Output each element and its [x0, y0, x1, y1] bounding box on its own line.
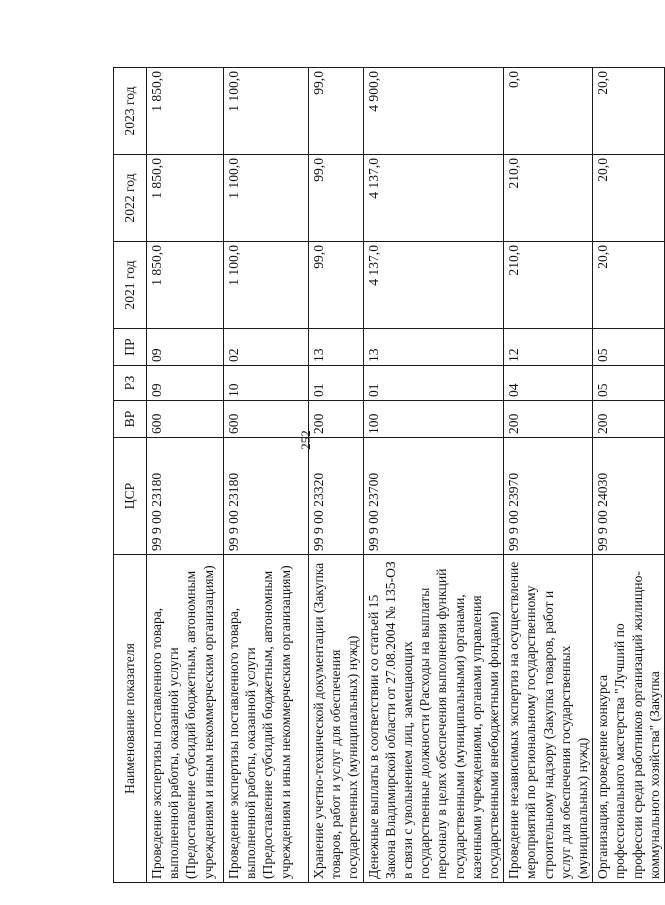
row-csr: 99 9 00 23180	[147, 438, 224, 555]
row-2023: 0,0	[504, 68, 593, 155]
row-2022: 4 137,0	[363, 155, 504, 242]
row-2021: 20,0	[593, 242, 665, 329]
header-csr: ЦСР	[114, 438, 147, 555]
row-rz: 09	[147, 366, 224, 401]
row-name: Проведение экспертизы поставленного товара, выполненной работы, оказанной услуги (Предоставление субсидий бюджетным, автономным учреждениям и иным некоммерческим организациям)	[147, 555, 224, 883]
table-row	[593, 68, 665, 883]
row-csr: 99 9 00 23180	[224, 438, 309, 555]
row-2023: 20,0	[593, 68, 665, 155]
row-csr: 99 9 00 24030	[593, 438, 665, 555]
row-pr: 02	[224, 329, 309, 366]
row-csr: 99 9 00 23320	[309, 438, 364, 555]
header-2023: 2023 год	[114, 68, 147, 155]
row-2023: 1 850,0	[147, 68, 224, 155]
header-2022: 2022 год	[114, 155, 147, 242]
row-name: Хранение учетно-технической документации (Закупка товаров, работ и услуг для обеспечения государственных (муниципальных) нужд)	[309, 555, 364, 883]
row-vr: 600	[147, 401, 224, 438]
row-2022: 210,0	[504, 155, 593, 242]
row-rz: 01	[309, 366, 364, 401]
row-2021: 210,0	[504, 242, 593, 329]
row-2022: 99,0	[309, 155, 364, 242]
row-pr: 13	[363, 329, 504, 366]
row-pr: 09	[147, 329, 224, 366]
row-2023: 99,0	[309, 68, 364, 155]
rotated-page-content	[113, 68, 662, 883]
page-number: 252	[298, 430, 313, 450]
row-rz: 05	[593, 366, 665, 401]
table-row	[147, 68, 224, 883]
header-vr: ВР	[114, 401, 147, 438]
row-2023: 4 900,0	[363, 68, 504, 155]
row-name: Организация, проведение конкурса профессионального мастерства "Лучший по профессии среди работников организаций жилищно-коммунального хозяйства" (Закупка	[593, 555, 665, 883]
header-pr: ПР	[114, 329, 147, 366]
row-pr: 13	[309, 329, 364, 366]
row-2021: 1 850,0	[147, 242, 224, 329]
row-2022: 1 850,0	[147, 155, 224, 242]
row-pr: 05	[593, 329, 665, 366]
row-rz: 10	[224, 366, 309, 401]
row-rz: 04	[504, 366, 593, 401]
header-2021: 2021 год	[114, 242, 147, 329]
table-row	[363, 68, 504, 883]
table-row	[309, 68, 364, 883]
header-rz: РЗ	[114, 366, 147, 401]
row-2021: 4 137,0	[363, 242, 504, 329]
row-pr: 12	[504, 329, 593, 366]
row-2023: 1 100,0	[224, 68, 309, 155]
row-csr: 99 9 00 23700	[363, 438, 504, 555]
header-name: Наименование показателя	[114, 555, 147, 883]
row-name: Проведение экспертизы поставленного товара, выполненной работы, оказанной услуги (Предоставление субсидий бюджетным, автономным учреждениям и иным некоммерческим организациям)	[224, 555, 309, 883]
table-row	[224, 68, 309, 883]
row-2022: 1 100,0	[224, 155, 309, 242]
table-row	[504, 68, 593, 883]
row-vr: 200	[504, 401, 593, 438]
row-name: Денежные выплаты в соответствии со статьей 15 Закона Владимирской области от 27.08.2004 № 135-ОЗ в связи с увольнением лиц, замещающих государственные должности (Расходы на выплаты персоналу в целях обеспечения выполнения функций государственными (муниципальными) органами, казенными учреждениями, органами управления государственными внебюджетными фондами)	[363, 555, 504, 883]
row-vr: 600	[224, 401, 309, 438]
table-header-row	[114, 68, 147, 883]
row-2022: 20,0	[593, 155, 665, 242]
budget-table	[113, 67, 665, 883]
row-rz: 01	[363, 366, 504, 401]
row-csr: 99 9 00 23970	[504, 438, 593, 555]
row-2021: 1 100,0	[224, 242, 309, 329]
row-name: Проведение независимых экспертиз на осуществление мероприятий по региональному государственному строительному надзору (Закупка товаров, работ и услуг для обеспечения государственных (муниципальных) нужд)	[504, 555, 593, 883]
row-vr: 200	[593, 401, 665, 438]
row-2021: 99,0	[309, 242, 364, 329]
row-vr: 100	[363, 401, 504, 438]
row-vr: 200	[309, 401, 364, 438]
